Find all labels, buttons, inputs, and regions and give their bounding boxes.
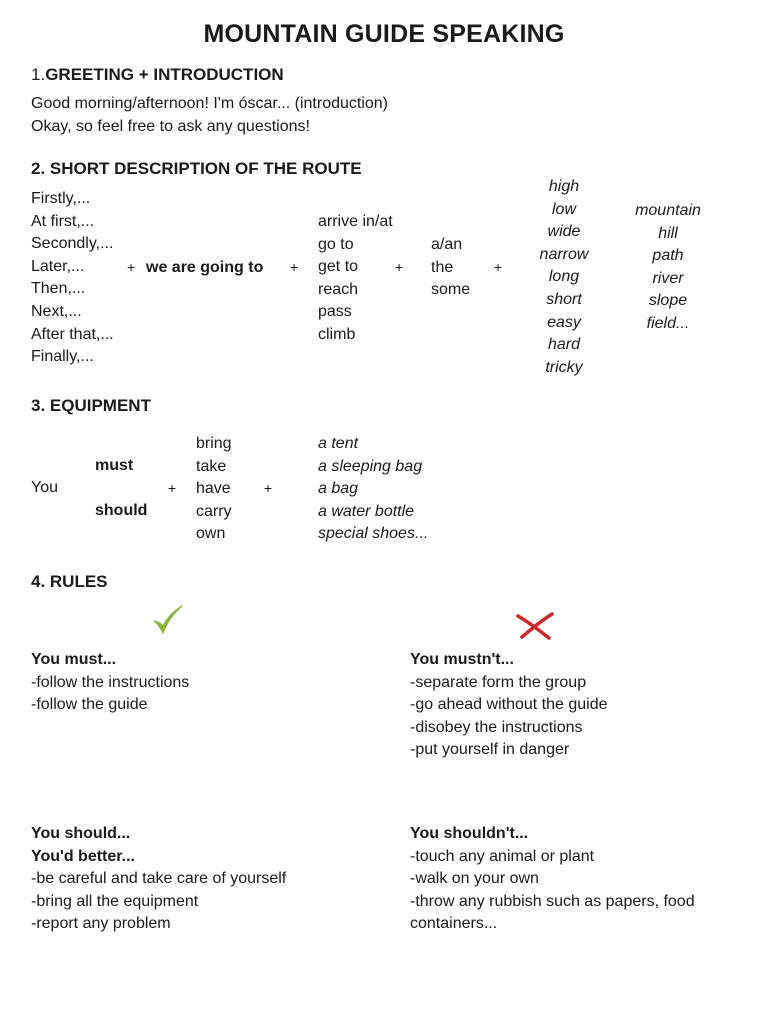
adjective-item: short — [546, 290, 582, 308]
plus-sign: + — [168, 480, 177, 496]
route-verb: reach — [318, 280, 359, 298]
plus-sign: + — [395, 259, 404, 275]
sequencer-item: Later,... — [31, 257, 85, 275]
article-item: a/an — [431, 236, 463, 253]
page-title: MOUNTAIN GUIDE SPEAKING — [203, 20, 565, 48]
article-item: some — [431, 281, 471, 299]
equipment-item: special shoes... — [318, 525, 429, 543]
check-icon — [151, 604, 185, 636]
equipment-item: a water bottle — [318, 502, 415, 520]
rule-item: -throw any rubbish such as papers, food — [410, 892, 695, 910]
sequencer-item: Next,... — [31, 302, 82, 320]
noun-item: slope — [648, 292, 688, 310]
plus-sign: + — [264, 480, 273, 496]
equipment-item: a sleeping bag — [318, 457, 423, 475]
greeting-line: Okay, so feel free to ask any questions! — [31, 117, 310, 135]
section1-number: 1. — [31, 65, 46, 84]
sequencer-list — [31, 188, 114, 369]
noun-item: path — [652, 247, 684, 265]
section1-title: GREETING + INTRODUCTION — [45, 65, 284, 84]
equipment-verb: have — [196, 480, 231, 498]
route-verb: arrive in/at — [318, 213, 393, 230]
modal-should: should — [95, 502, 148, 519]
adjective-list — [524, 176, 604, 379]
section1-heading — [31, 64, 284, 87]
going-to-phrase: we are going to — [146, 259, 264, 276]
must-heading: You must... — [31, 651, 117, 668]
rule-item: -walk on your own — [410, 870, 539, 888]
rule-item: -touch any animal or plant — [410, 847, 595, 865]
rule-item: -disobey the instructions — [410, 718, 583, 736]
rule-item: -go ahead without the guide — [410, 696, 608, 714]
shouldnt-heading: You shouldn't... — [410, 825, 529, 842]
mustnt-heading: You mustn't... — [410, 651, 514, 668]
adjective-item: tricky — [545, 358, 583, 376]
modal-must: must — [95, 457, 134, 474]
mustnt-rules — [410, 649, 607, 762]
rule-item: -report any problem — [31, 915, 171, 933]
plus-sign: + — [127, 259, 136, 275]
rule-item: -separate form the group — [410, 673, 587, 691]
route-verb-list — [318, 211, 393, 347]
cross-icon — [516, 612, 554, 640]
shouldnt-rules — [410, 823, 695, 936]
route-verb: climb — [318, 325, 356, 343]
adjective-item: easy — [547, 313, 581, 331]
greeting-line: Good morning/afternoon! I'm óscar... (introduction) — [31, 95, 389, 112]
noun-item: mountain — [635, 202, 701, 219]
noun-item: field... — [646, 314, 690, 332]
sequencer-item: Finally,... — [31, 348, 94, 366]
noun-list — [618, 200, 718, 336]
equipment-verb: own — [196, 525, 226, 543]
sequencer-item: Then,... — [31, 280, 86, 298]
rule-item: -bring all the equipment — [31, 892, 199, 910]
subject-you: You — [31, 479, 58, 496]
adjective-item: wide — [547, 223, 581, 241]
equipment-verb-list — [196, 433, 232, 546]
section3-heading: 3. EQUIPMENT — [31, 396, 151, 415]
should-rules — [31, 823, 286, 936]
equipment-item: a tent — [318, 435, 359, 452]
noun-item: river — [652, 269, 684, 287]
rule-item: -be careful and take care of yourself — [31, 870, 287, 888]
section2-heading: 2. SHORT DESCRIPTION OF THE ROUTE — [31, 159, 362, 178]
adjective-item: long — [548, 268, 580, 286]
equipment-item-list — [318, 433, 428, 546]
section1-body — [31, 93, 388, 138]
equipment-verb: carry — [196, 502, 232, 520]
should-heading: You should... — [31, 825, 131, 842]
rule-item: containers... — [410, 915, 498, 933]
sequencer-item: At first,... — [31, 212, 95, 230]
better-heading: You'd better... — [31, 847, 135, 865]
plus-sign: + — [290, 259, 299, 275]
adjective-item: high — [548, 178, 580, 195]
equipment-verb: bring — [196, 435, 232, 452]
must-rules — [31, 649, 189, 717]
equipment-verb: take — [196, 457, 227, 475]
noun-item: hill — [658, 224, 678, 242]
sequencer-item: Firstly,... — [31, 190, 91, 207]
adjective-item: hard — [547, 336, 581, 354]
adjective-item: low — [551, 200, 576, 218]
route-verb: pass — [318, 303, 352, 321]
rule-item: -follow the guide — [31, 696, 148, 714]
route-verb: get to — [318, 258, 359, 276]
article-item: the — [431, 258, 454, 276]
sequencer-item: After that,... — [31, 325, 114, 343]
route-verb: go to — [318, 235, 354, 253]
rule-item: -follow the instructions — [31, 673, 190, 691]
article-list — [431, 234, 470, 302]
sequencer-item: Secondly,... — [31, 235, 114, 253]
adjective-item: narrow — [539, 245, 589, 263]
section4-heading: 4. RULES — [31, 572, 108, 591]
equipment-item: a bag — [318, 480, 359, 498]
plus-sign: + — [494, 259, 503, 275]
rule-item: -put yourself in danger — [410, 741, 570, 759]
